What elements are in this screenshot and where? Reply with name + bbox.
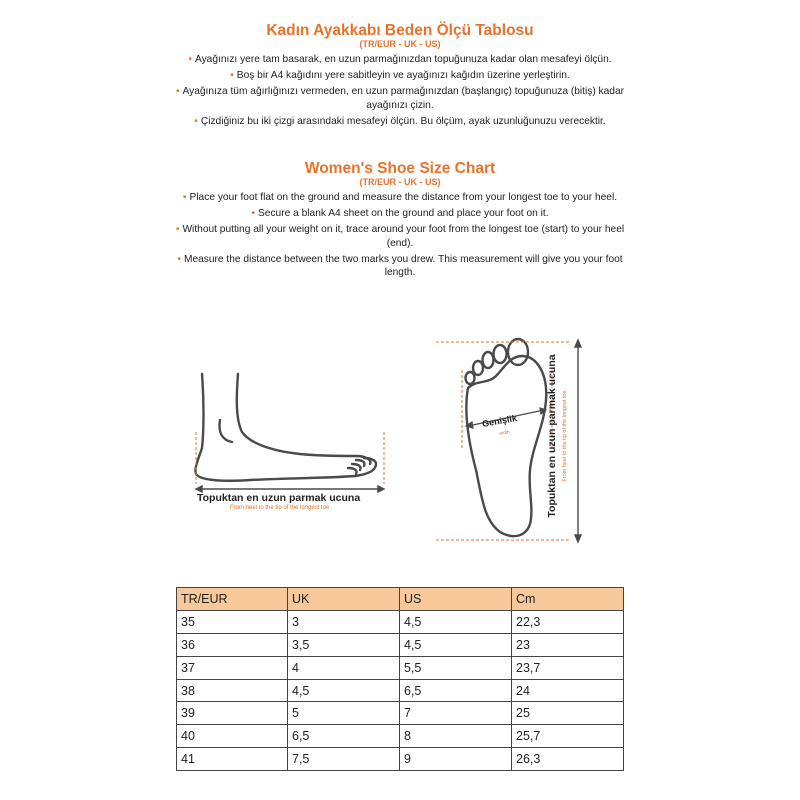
- cell-uk: 3: [288, 610, 400, 633]
- header-us: US: [400, 588, 512, 611]
- cell-us: 7: [400, 702, 512, 725]
- turkish-bullet: • Ayağınızı yere tam basarak, en uzun parmağınızdan topuğunuza kadar olan mesafeyi ölçün.: [188, 54, 612, 65]
- bullet-dot-icon: •: [175, 224, 180, 235]
- cell-cm: 22,3: [512, 610, 624, 633]
- turkish-bullet: • Ayağınıza tüm ağırlığınızı vermeden, en uzun parmağınızdan (başlangıç) topuğunuza (bitiş) kadar ayağınızı çizin.: [175, 86, 625, 111]
- cell-us: 6,5: [400, 679, 512, 702]
- cell-uk: 5: [288, 702, 400, 725]
- cell-us: 9: [400, 748, 512, 771]
- header-cm: Cm: [512, 588, 624, 611]
- table-row: [177, 633, 624, 656]
- bullet-dot-icon: •: [177, 253, 181, 265]
- cell-cm: 25,7: [512, 725, 624, 748]
- vertical-measure-sublabel: From heel to the tip of the longest toe: [562, 390, 568, 482]
- table-row: [177, 725, 624, 748]
- cell-uk: 7,5: [288, 748, 400, 771]
- width-sublabel: width: [498, 429, 510, 436]
- header-uk: UK: [288, 588, 400, 611]
- table-row: [177, 748, 624, 771]
- english-bullet: • Secure a blank A4 sheet on the ground and place your foot on it.: [251, 208, 549, 219]
- cell-tr-eur: 41: [177, 748, 288, 771]
- english-instructions: [160, 160, 640, 282]
- turkish-instructions: [160, 22, 640, 131]
- cell-uk: 4,5: [288, 679, 400, 702]
- vertical-measure-label: Topuktan en uzun parmak ucuna: [546, 354, 558, 518]
- table-row: [177, 610, 624, 633]
- cell-us: 4,5: [400, 610, 512, 633]
- table-row: [177, 702, 624, 725]
- english-bullet: • Measure the distance between the two marks you drew. This measurement will give you your foot length.: [177, 253, 623, 278]
- bullet-dot-icon: •: [182, 192, 187, 203]
- cell-tr-eur: 38: [177, 679, 288, 702]
- cell-tr-eur: 36: [177, 633, 288, 656]
- table-row: [177, 656, 624, 679]
- cell-cm: 24: [512, 679, 624, 702]
- english-bullet: • Without putting all your weight on it, trace around your foot from the longest toe (start) to your heel (end).: [175, 224, 625, 249]
- cell-tr-eur: 39: [177, 702, 288, 725]
- table-row: [177, 679, 624, 702]
- english-subtitle: (TR/EUR - UK - US): [359, 177, 441, 187]
- turkish-title: Kadın Ayakkabı Beden Ölçü Tablosu: [266, 22, 534, 39]
- cell-uk: 6,5: [288, 725, 400, 748]
- bullet-dot-icon: •: [230, 70, 234, 81]
- cell-tr-eur: 35: [177, 610, 288, 633]
- turkish-bullet: • Çizdiğiniz bu iki çizgi arasındaki mesafeyi ölçün. Bu ölçüm, ayak uzunluğunuzu verecektir.: [194, 115, 606, 127]
- cell-cm: 23,7: [512, 656, 624, 679]
- bullet-dot-icon: •: [251, 208, 255, 219]
- bullet-dot-icon: •: [188, 54, 192, 65]
- side-measure-sublabel: From heel to the tip of the longest toe: [230, 505, 330, 511]
- turkish-bullet: • Boş bir A4 kağıdını yere sabitleyin ve ayağınızı kağıdın üzerine yerleştirin.: [230, 70, 570, 81]
- cell-us: 4,5: [400, 633, 512, 656]
- english-bullet: • Place your foot flat on the ground and measure the distance from your longest toe to your heel.: [182, 192, 618, 203]
- bullet-dot-icon: •: [194, 115, 198, 127]
- cell-us: 5,5: [400, 656, 512, 679]
- sole-foot-icon: [430, 330, 630, 545]
- cell-tr-eur: 40: [177, 725, 288, 748]
- cell-cm: 23: [512, 633, 624, 656]
- english-title: Women's Shoe Size Chart: [304, 160, 496, 177]
- side-measure-label: Topuktan en uzun parmak ucuna: [197, 492, 361, 504]
- size-table: [176, 587, 624, 771]
- cell-tr-eur: 37: [177, 656, 288, 679]
- cell-cm: 26,3: [512, 748, 624, 771]
- cell-uk: 3,5: [288, 633, 400, 656]
- table-header-row: [177, 588, 624, 611]
- header-tr-eur: TR/EUR: [177, 588, 288, 611]
- width-label: Genişlik: [481, 413, 518, 429]
- cell-us: 8: [400, 725, 512, 748]
- cell-uk: 4: [288, 656, 400, 679]
- cell-cm: 25: [512, 702, 624, 725]
- turkish-subtitle: (TR/EUR - UK - US): [359, 39, 441, 49]
- bullet-dot-icon: •: [175, 86, 180, 97]
